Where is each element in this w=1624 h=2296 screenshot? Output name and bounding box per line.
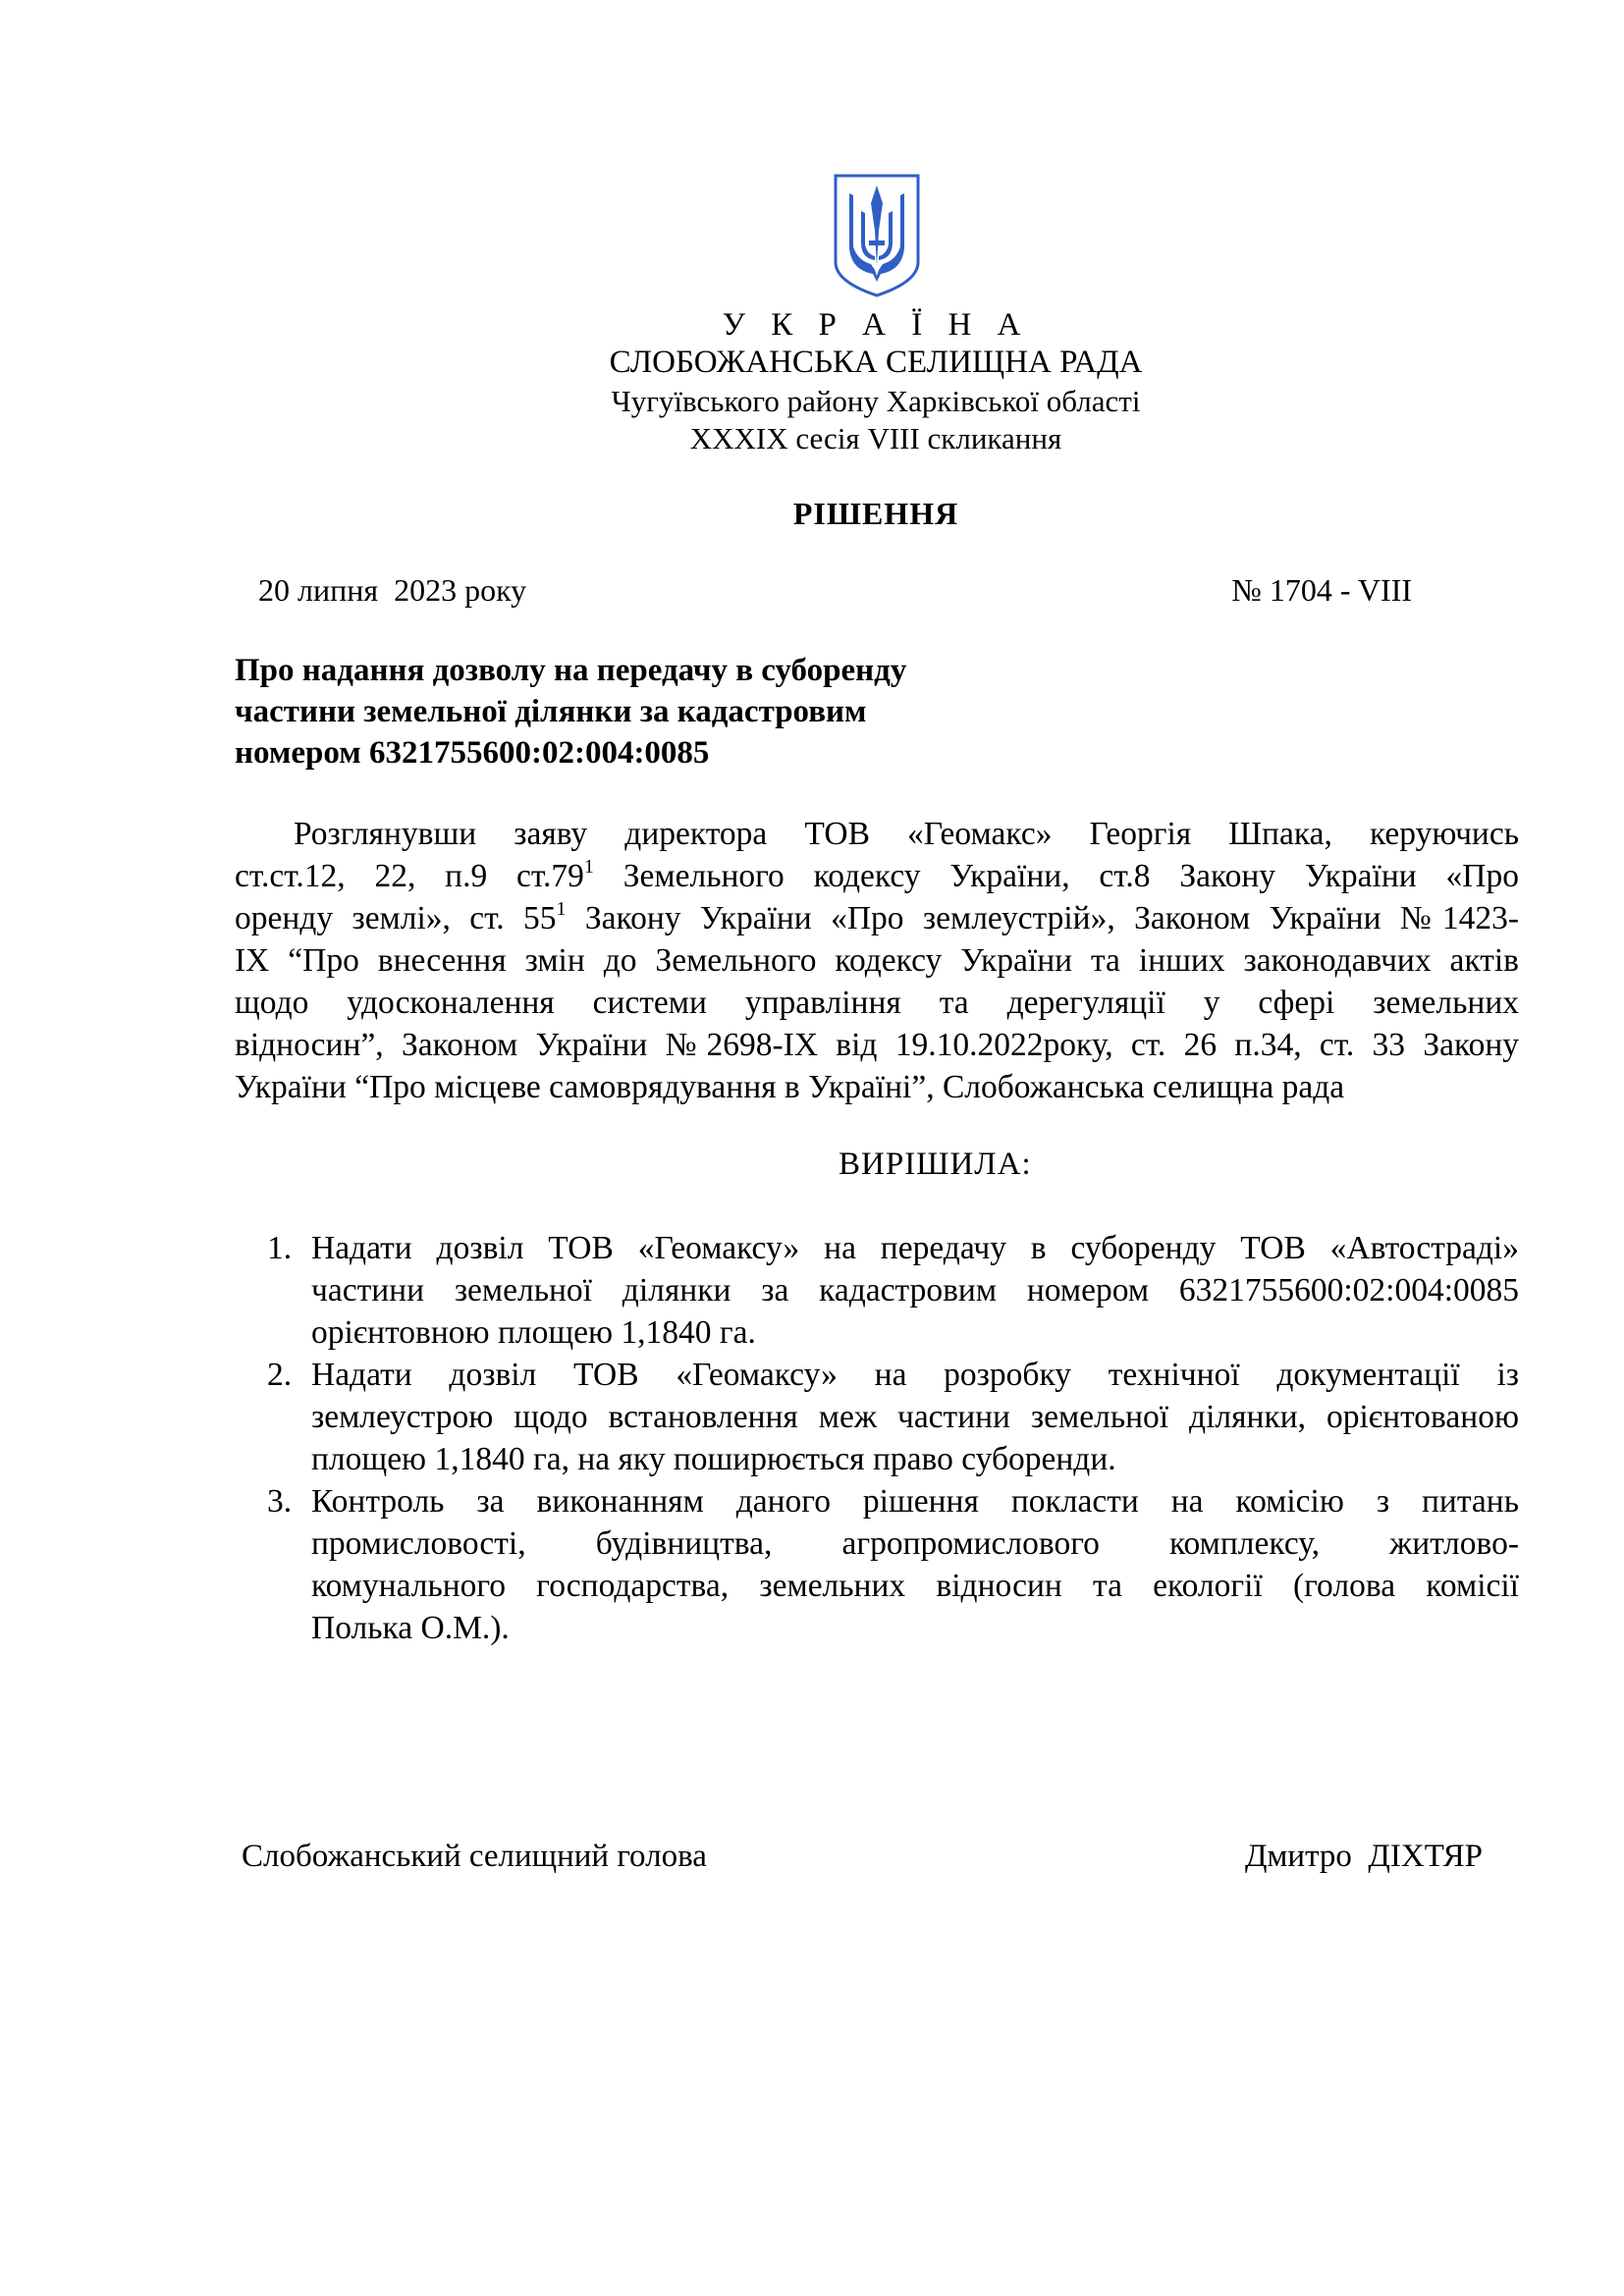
decision-date: 20 липня 2023 року [258,572,527,608]
item-line: Контроль за виконанням даного рішення покласти на комісію з питань [311,1483,1519,1520]
preamble-line: Розглянувши заяву директора ТОВ «Геомакс» Георгія Шпака, керуючись [294,816,1519,852]
signatory-name: Дмитро ДІХТЯР [1245,1839,1483,1874]
subject-line: частини земельної ділянки за кадастровим [235,694,867,729]
item-line: Полька О.М.). [311,1610,510,1646]
item-line: орієнтовною площею 1,1840 га. [311,1314,756,1351]
preamble-line: України “Про місцеве самоврядування в Україні”, Слобожанська селищна рада [235,1069,1345,1105]
item-line: промисловості, будівництва, агропромислового комплексу, житлово- [311,1525,1519,1562]
item-number: 3. [267,1483,293,1520]
item-line: частини земельної ділянки за кадастровим номером 6321755600:02:004:0085 [311,1272,1519,1308]
preamble-line: оренду землі», ст. $55^1$ Закону України «Про землеустрій», Законом України №1423- [235,897,1519,936]
item-number: 2. [267,1357,293,1393]
country-heading: У К Р А Ї Н А [722,307,1030,343]
item-line: комунального господарства, земельних відносин та екології (голова комісії [311,1568,1519,1604]
session-info: ХХХІХ сесія VІІІ скликання [689,421,1062,455]
item-number: 1. [267,1230,293,1266]
preamble-line: відносин”, Законом України №2698-ІХ від 19.10.2022року, ст. 26 п.34, ст. 33 Закону [235,1027,1519,1063]
preamble-paragraph [235,813,1519,1108]
decision-items-list [267,1227,1519,1649]
item-line: Надати дозвіл ТОВ «Геомаксу» на передачу в суборенду ТОВ «Автостраді» [311,1230,1519,1266]
district-name: Чугуївського району Харківської області [611,384,1141,418]
item-line: землеустрою щодо встановлення меж частини земельної ділянки, орієнтованою [311,1399,1519,1435]
preamble-line: ІХ “Про внесення змін до Земельного кодексу України та інших законодавчих актів [235,942,1519,979]
item-line: Надати дозвіл ТОВ «Геомаксу» на розробку технічної документації із [311,1357,1519,1393]
decision-title: РІШЕННЯ [792,496,959,531]
subject-line: Про надання дозволу на передачу в суборенду [235,653,907,688]
list-item [267,1480,1519,1649]
list-item [267,1227,1519,1354]
item-line: площею 1,1840 га, на яку поширюється право суборенди. [311,1441,1116,1477]
trident-coat-of-arms-icon [832,172,922,299]
resolved-heading: ВИРІШИЛА: [839,1147,1032,1182]
preamble-line: ст.ст.12, 22, п.9 $ст.79^1$ Земельного кодексу України, ст.8 Закону України «Про [235,855,1519,894]
subject-line: номером 6321755600:02:004:0085 [235,735,710,771]
council-name: СЛОБОЖАНСЬКА СЕЛИЩНА РАДА [609,345,1143,380]
signatory-role: Слобожанський селищний голова [242,1839,707,1874]
decision-subject [235,650,906,774]
superscript: 1 [556,897,567,920]
superscript: 1 [583,855,594,878]
list-item [267,1354,1519,1480]
preamble-line: щодо удосконалення системи управління та дерегуляції у сфері земельних [235,985,1519,1021]
decision-number: № 1704 - VIII [1231,572,1412,608]
